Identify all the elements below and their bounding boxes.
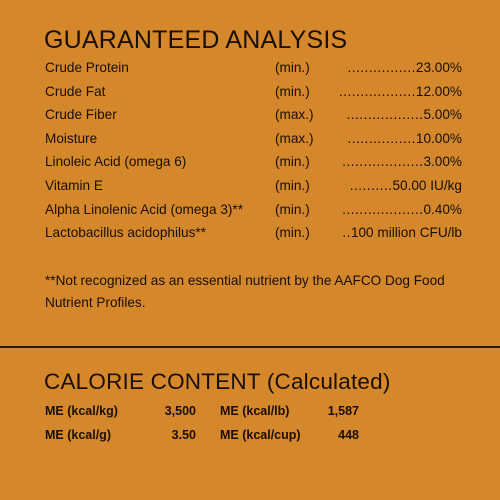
- ga-row-linoleic-acid: [45, 154, 465, 178]
- leader-dots: ..........: [349, 177, 393, 193]
- nutrient-name: Alpha Linolenic Acid (omega 3)**: [45, 201, 243, 217]
- calorie-content-title: CALORIE CONTENT (Calculated): [44, 369, 391, 394]
- nutrient-name: Moisture: [45, 130, 98, 146]
- nutrient-name: Vitamin E: [45, 177, 103, 193]
- nutrient-value: 100 million CFU/lb: [350, 225, 462, 241]
- ga-row-crude-protein: [45, 60, 465, 84]
- nutrient-qualifier: (min.): [275, 177, 310, 193]
- calorie-label: ME (kcal/lb): [220, 404, 290, 418]
- leader-dots: ..: [342, 225, 351, 241]
- nutrient-value: 12.00%: [415, 83, 462, 99]
- nutrient-name: Lactobacillus acidophilus**: [45, 225, 206, 241]
- calorie-row: [45, 404, 465, 428]
- ga-row-alpha-linolenic-acid: [45, 202, 465, 226]
- calorie-value: 3.50: [171, 428, 196, 442]
- calorie-value: 3,500: [164, 404, 196, 418]
- section-divider: [0, 346, 500, 348]
- nutrient-qualifier: (min.): [275, 225, 310, 241]
- nutrient-value: 23.00%: [415, 60, 462, 75]
- ga-row-lactobacillus: [45, 225, 465, 249]
- nutrient-qualifier: (max.): [275, 107, 314, 123]
- nutrient-qualifier: (min.): [275, 60, 310, 75]
- calorie-value: 448: [338, 428, 359, 442]
- leader-dots: ..................: [346, 107, 424, 123]
- leader-dots: ................: [347, 60, 416, 75]
- ga-row-vitamin-e: [45, 178, 465, 202]
- ga-row-moisture: [45, 131, 465, 155]
- calorie-value: 1,587: [327, 404, 359, 418]
- nutrient-value: 50.00 IU/kg: [392, 177, 462, 193]
- leader-dots: ...................: [342, 154, 424, 170]
- calorie-content-table: [45, 404, 465, 452]
- nutrient-name: Crude Protein: [45, 60, 129, 75]
- guaranteed-analysis-title: GUARANTEED ANALYSIS: [44, 26, 348, 54]
- nutrient-qualifier: (max.): [275, 130, 314, 146]
- nutrient-value: 10.00%: [415, 130, 462, 146]
- nutrient-name: Crude Fiber: [45, 107, 117, 123]
- guaranteed-analysis-table: [45, 60, 465, 249]
- calorie-row: [45, 428, 465, 452]
- leader-dots: ................: [347, 130, 416, 146]
- nutrient-value: 3.00%: [423, 154, 462, 170]
- nutrient-name: Crude Fat: [45, 83, 106, 99]
- nutrient-qualifier: (min.): [275, 83, 310, 99]
- nutrient-qualifier: (min.): [275, 201, 310, 217]
- leader-dots: ...................: [342, 201, 424, 217]
- nutrient-name: Linoleic Acid (omega 6): [45, 154, 187, 170]
- aafco-footnote: **Not recognized as an essential nutrient by the AAFCO Dog Food Nutrient Profiles.: [45, 273, 445, 310]
- nutrient-qualifier: (min.): [275, 154, 310, 170]
- calorie-label: ME (kcal/kg): [45, 404, 118, 418]
- nutrient-value: 0.40%: [423, 201, 462, 217]
- calorie-label: ME (kcal/cup): [220, 428, 301, 442]
- ga-row-crude-fat: [45, 84, 465, 108]
- leader-dots: ..................: [338, 83, 416, 99]
- nutrient-value: 5.00%: [423, 107, 462, 123]
- calorie-label: ME (kcal/g): [45, 428, 111, 442]
- ga-row-crude-fiber: [45, 107, 465, 131]
